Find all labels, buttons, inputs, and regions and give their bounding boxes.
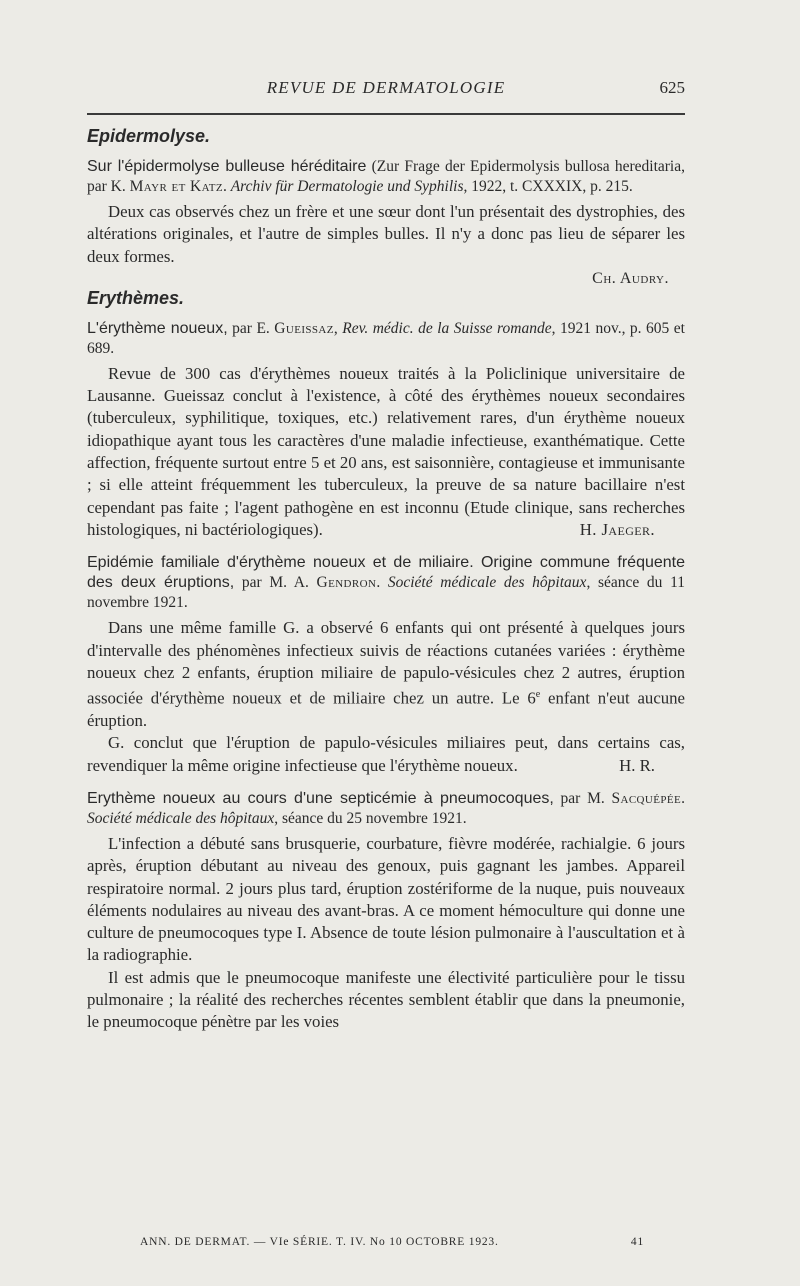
abstract-text: G. conclut que l'éruption de papulo-vésicules miliaires peut, dans certains cas, revendiquer la même origine infectieuse que l'érythème noueux. (87, 733, 685, 775)
abstract-paragraph: L'infection a débuté sans brusquerie, courbature, fièvre modérée, rachialgie. 6 jours après, éruption débutant au niveau des genoux, puis gagnant les jambes. Appareil respiratoire normal. 2 jours plus tard, éruption zostériforme de la nuque, puis nouveaux éléments nodulaires au niveau des avant-bras. A ce moment hémoculture qui donne une culture de pneumocoques type I. Absence de toute lésion pulmonaire à l'auscultation et à la radiographie. (87, 833, 685, 965)
article-title: Epidémie familiale d'érythème noueux et de miliaire. Origine commune fréquente des deux éruptions, (87, 554, 685, 592)
footer-citation: ANN. DE DERMAT. — VIe SÉRIE. T. IV. No 10 OCTOBRE 1923. (140, 1236, 499, 1248)
section-heading-epidermolyse: Epidermolyse. (87, 126, 211, 146)
header-rule (87, 113, 685, 115)
journal-name: Société médicale des hôpitaux (387, 574, 587, 592)
entry-title-erytheme-noueux (87, 319, 685, 359)
entry-title-epidermolyse (87, 157, 685, 197)
reference-text: (Zur Frage der Epidermolysis bullosa hereditaria, par K. (87, 158, 685, 195)
section-heading-erythemes: Erythèmes. (87, 287, 185, 308)
abstract-paragraph: Il est admis que le pneumocoque manifeste une électivité particulière pour le tissu pulmonaire ; la réalité des recherches récentes semblent établir que dans la pneumonie, le pneumocoque pénètre par les voies (87, 967, 685, 1032)
reference-text: par M. (553, 789, 612, 807)
superscript: e (535, 689, 541, 701)
reference-authors: Mayr et Katz (129, 178, 223, 195)
signature: H. Jaeger. (579, 519, 655, 539)
page-content (87, 118, 685, 1034)
journal-name: Rev. médic. de la Suisse romande (342, 319, 552, 337)
abstract-text: enfant n'eut aucune éruption. (87, 688, 685, 731)
signature: Ch. Audry. (592, 269, 669, 287)
reference-text: , séance du 11 novembre 1921. (87, 574, 685, 612)
journal-name: Société médicale des hôpitaux (87, 809, 275, 827)
running-title: REVUE DE DERMATOLOGIE (266, 78, 506, 97)
reference-text: par M. A. (234, 574, 317, 592)
reference-text: , 1922, t. CXXXIX, p. 215. (463, 178, 633, 195)
abstract-paragraph (87, 363, 685, 541)
reference-text: , 1921 nov., p. 605 et 689. (87, 319, 685, 357)
abstract-paragraph (87, 732, 685, 777)
reference-text: . (681, 789, 685, 807)
page-footer (140, 1236, 644, 1248)
abstract-paragraph: Deux cas observés chez un frère et une sœur dont l'un présentait des dystrophies, des altérations originales, et l'autre de simples bulles. Il n'y a donc pas lieu de séparer les deux formes. (87, 202, 685, 266)
page-number: 625 (659, 78, 685, 97)
entry-title-epidemie-familiale (87, 553, 685, 613)
footer-number: 41 (630, 1236, 644, 1248)
signature: H. R. (619, 755, 655, 775)
reference-text: par E. (227, 319, 275, 337)
reference-authors: Gendron (316, 574, 377, 592)
running-header (87, 76, 685, 102)
abstract-text: Dans une même famille G. a observé 6 enfants qui ont présenté à quelques jours d'intervalle des phénomènes infectieux suivis de réactions cutanées variées : érythème noueux chez 2 enfants, éruption miliaire de papulo-vésicules chez 2 autres, éruption associée d'érythème noueux et de miliaire chez un autre. Le 6 (87, 618, 685, 708)
abstract-text: Revue de 300 cas d'érythèmes noueux traités à la Policlinique universitaire de Lausanne. Gueissaz conclut à l'existence, à côté des érythèmes noueux secondaires (tuberculeux, syphilitique, toxiques, etc.) relativement rares, d'un érythème noueux idiopathique ayant tous les caractères d'une maladie infectieuse, exanthématique. Cette affection, fréquente surtout entre 5 et 20 ans, est saisonnière, contagieuse et immunisante ; si elle atteint fréquemment les tuberculeux, la preuve de sa nature bacillaire n'est cependant pas faite ; l'agent pathogène en est inconnu (Etude clinique, sans recherches histologiques, ni bactériologiques). (87, 363, 685, 539)
reference-authors: Sacquépée (611, 789, 682, 807)
abstract-paragraph (87, 617, 685, 732)
reference-text: . (376, 574, 388, 592)
reference-text: . (222, 178, 231, 195)
journal-name: Archiv für Dermatologie und Syphilis (230, 178, 464, 195)
reference-text: , (333, 319, 343, 337)
reference-text: , séance du 25 novembre 1921. (274, 809, 467, 827)
article-title: L'érythème noueux, (87, 319, 228, 337)
article-title: Sur l'épidermolyse bulleuse héréditaire (87, 158, 367, 175)
reference-authors: Gueissaz (274, 319, 334, 337)
article-title: Erythème noueux au cours d'une septicémie à pneumocoques, (87, 789, 554, 807)
entry-title-septicemie (87, 789, 685, 829)
